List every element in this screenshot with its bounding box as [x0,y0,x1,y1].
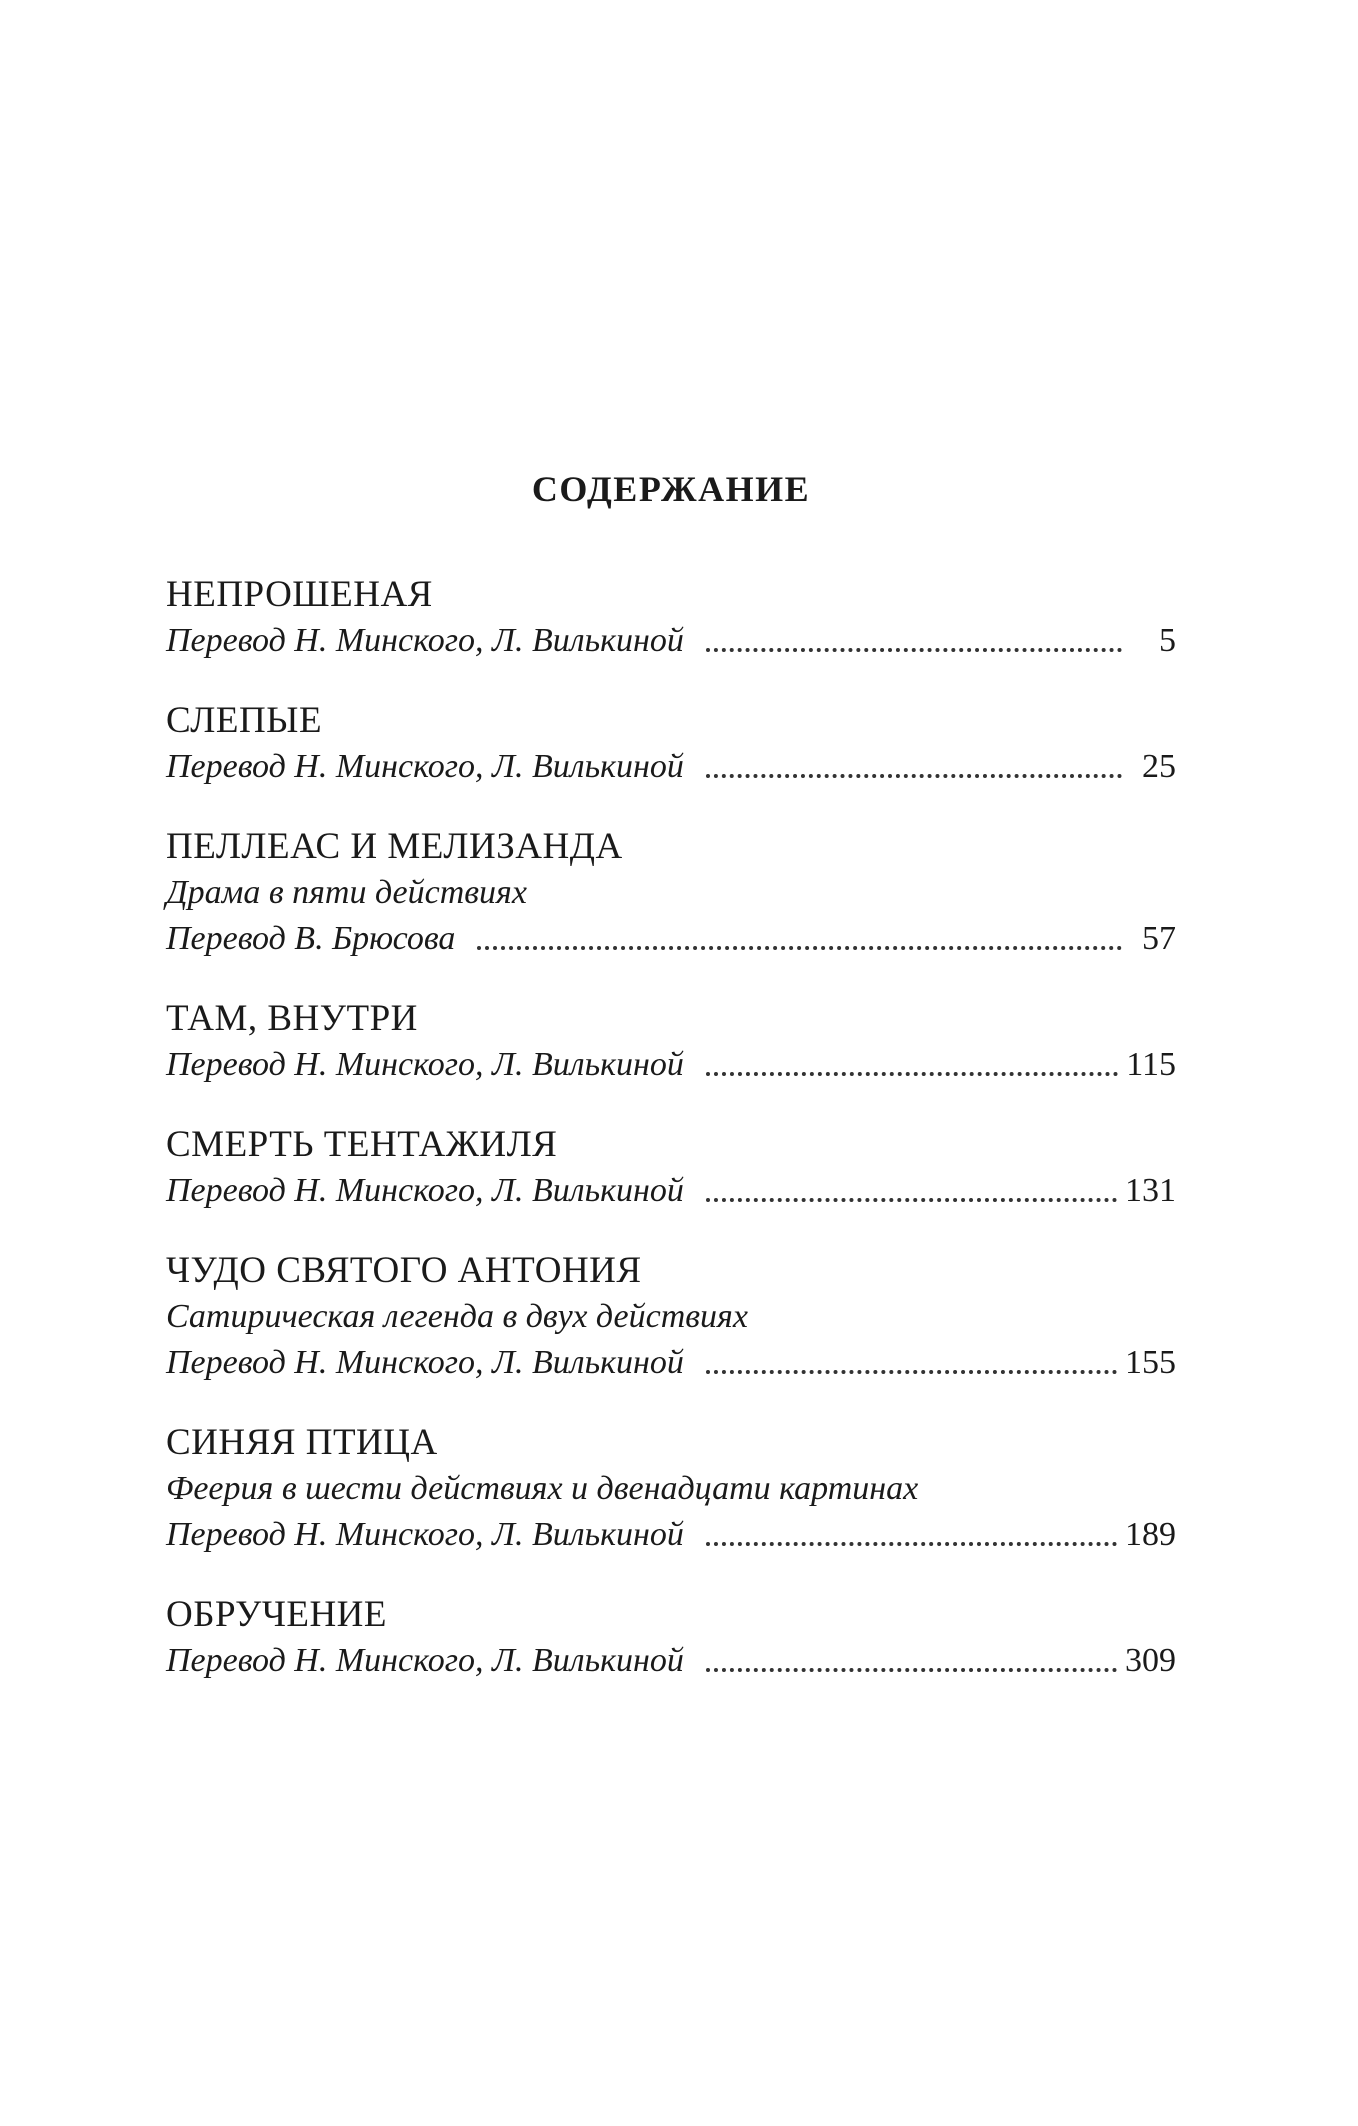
toc-entry[interactable] [166,1592,1176,1684]
entry-translator: Перевод Н. Минского, Л. Вилькиной [166,1046,684,1083]
entry-page-number[interactable]: 5 [1159,622,1176,659]
entry-subtitle: Драма в пяти действиях [166,874,527,911]
entry-heading: НЕПРОШЕНАЯ [166,574,433,615]
toc-entry[interactable] [166,1122,1176,1214]
entry-translator: Перевод В. Брюсова [166,920,456,957]
entry-subtitle: Сатирическая легенда в двух действиях [166,1298,748,1335]
entry-heading: ТАМ, ВНУТРИ [166,998,418,1039]
entry-heading: ПЕЛЛЕАС И МЕЛИЗАНДА [166,826,623,867]
entry-page-number[interactable]: 189 [1125,1516,1176,1553]
toc-entry[interactable] [166,572,1176,664]
entry-page-number[interactable]: 309 [1125,1642,1176,1679]
entry-subtitle: Феерия в шести действиях и двенадцати картинах [166,1470,919,1507]
entry-translator-line [166,916,1176,962]
entry-translator-line [166,1168,1176,1214]
entry-translator: Перевод Н. Минского, Л. Вилькиной [166,1642,684,1679]
table-of-contents [166,572,1176,1718]
entry-heading: СИНЯЯ ПТИЦА [166,1422,438,1463]
dot-leader [706,648,1122,652]
entry-page-number[interactable]: 57 [1142,920,1176,957]
toc-entry[interactable] [166,698,1176,790]
entry-heading: ОБРУЧЕНИЕ [166,1594,388,1635]
entry-translator-line [166,1638,1176,1684]
dot-leader [706,1072,1118,1076]
dot-leader [706,1542,1117,1546]
entry-heading: СЛЕПЫЕ [166,700,323,741]
entry-translator-line [166,744,1176,790]
entry-translator-line [166,1042,1176,1088]
toc-entry[interactable] [166,1420,1176,1558]
entry-translator: Перевод Н. Минского, Л. Вилькиной [166,1344,684,1381]
toc-entry[interactable] [166,824,1176,962]
entry-heading: ЧУДО СВЯТОГО АНТОНИЯ [166,1250,642,1291]
dot-leader [477,946,1122,950]
dot-leader [706,774,1122,778]
entry-heading: СМЕРТЬ ТЕНТАЖИЛЯ [166,1124,558,1165]
toc-entry[interactable] [166,996,1176,1088]
entry-translator: Перевод Н. Минского, Л. Вилькиной [166,1516,684,1553]
entry-page-number[interactable]: 155 [1125,1344,1176,1381]
dot-leader [706,1668,1117,1672]
entry-translator: Перевод Н. Минского, Л. Вилькиной [166,622,684,659]
entry-translator: Перевод Н. Минского, Л. Вилькиной [166,1172,684,1209]
dot-leader [706,1370,1117,1374]
dot-leader [706,1198,1117,1202]
entry-translator-line [166,1512,1176,1558]
entry-translator: Перевод Н. Минского, Л. Вилькиной [166,748,684,785]
entry-translator-line [166,618,1176,664]
entry-translator-line [166,1340,1176,1386]
entry-page-number[interactable]: 115 [1126,1046,1176,1083]
toc-entry[interactable] [166,1248,1176,1386]
page-title: СОДЕРЖАНИЕ [531,469,811,509]
entry-page-number[interactable]: 131 [1125,1172,1176,1209]
entry-page-number[interactable]: 25 [1142,748,1176,785]
